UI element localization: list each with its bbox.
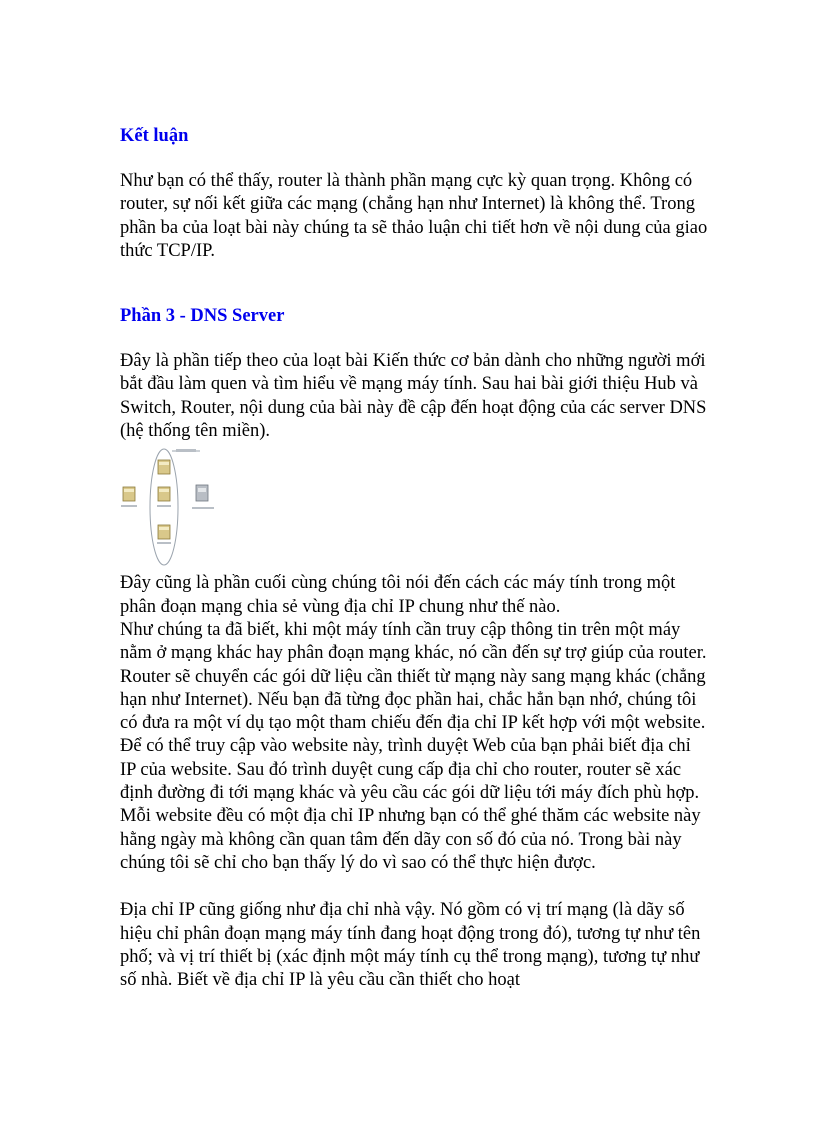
- conclusion-paragraph: Như bạn có thể thấy, router là thành phần mạng cực kỳ quan trọng. Không có router, sự nối kết giữa các mạng (chẳng hạn như Internet) là không thể. Trong phần ba của loạt bài này chúng ta sẽ thảo luận chi tiết hơn về nội dung của giao thức TCP/IP.: [120, 171, 708, 261]
- document-page: [120, 124, 710, 992]
- body-paragraph-3: Địa chỉ IP cũng giống như địa chỉ nhà vậy. Nó gồm có vị trí mạng (là dãy số hiệu chỉ phân đoạn mạng máy tính đang hoạt động trong đó), tương tự như tên phố; và vị trí thiết bị (xác định một máy tính cụ thể trong mạng), tương tự như số nhà. Biết về địa chỉ IP là yêu cầu cần thiết cho hoạt: [120, 900, 701, 991]
- body-paragraph-2: Như chúng ta đã biết, khi một máy tính cần truy cập thông tin trên một máy nằm ở mạng khác hay phân đoạn mạng khác, nó cần đến sự trợ giúp của router. Router sẽ chuyển các gói dữ liệu cần thiết từ mạng này sang mạng khác (chẳng hạn như Internet). Nếu bạn đã từng đọc phần hai, chắc hẳn bạn nhớ, chúng tôi có đưa ra một ví dụ tạo một tham chiếu đến địa chỉ IP kết hợp với một website. Để có thể truy cập vào website này, trình duyệt Web của bạn phải biết địa chỉ IP của website. Sau đó trình duyệt cung cấp địa chỉ cho router, router sẽ xác định đường đi tới mạng khác và yêu cầu các gói dữ liệu tới máy đích phù hợp. Mỗi website đều có một địa chỉ IP nhưng bạn có thể ghé thăm các website này hằng ngày mà không cần quan tâm đến dãy con số đó của nó. Trong bài này chúng tôi sẽ chỉ cho bạn thấy lý do vì sao có thể thực hiện được.: [120, 619, 707, 873]
- section-heading-dns-server: Phần 3 - DNS Server: [120, 306, 285, 327]
- intro-paragraph: Đây là phần tiếp theo của loạt bài Kiến thức cơ bản dành cho những người mới bắt đầu làm quen và tìm hiểu về mạng máy tính. Sau hai bài giới thiệu Hub và Switch, Router, nội dung của bài này đề cập đến hoạt động của các server DNS (hệ thống tên miền).: [120, 351, 707, 442]
- section-heading-conclusion: Kết luận: [120, 126, 189, 146]
- dns-network-diagram-icon: [120, 445, 220, 570]
- body-paragraph-1: Đây cũng là phần cuối cùng chúng tôi nói đến cách các máy tính trong một phân đoạn mạng chia sẻ vùng địa chỉ IP chung như thế nào.: [120, 573, 676, 617]
